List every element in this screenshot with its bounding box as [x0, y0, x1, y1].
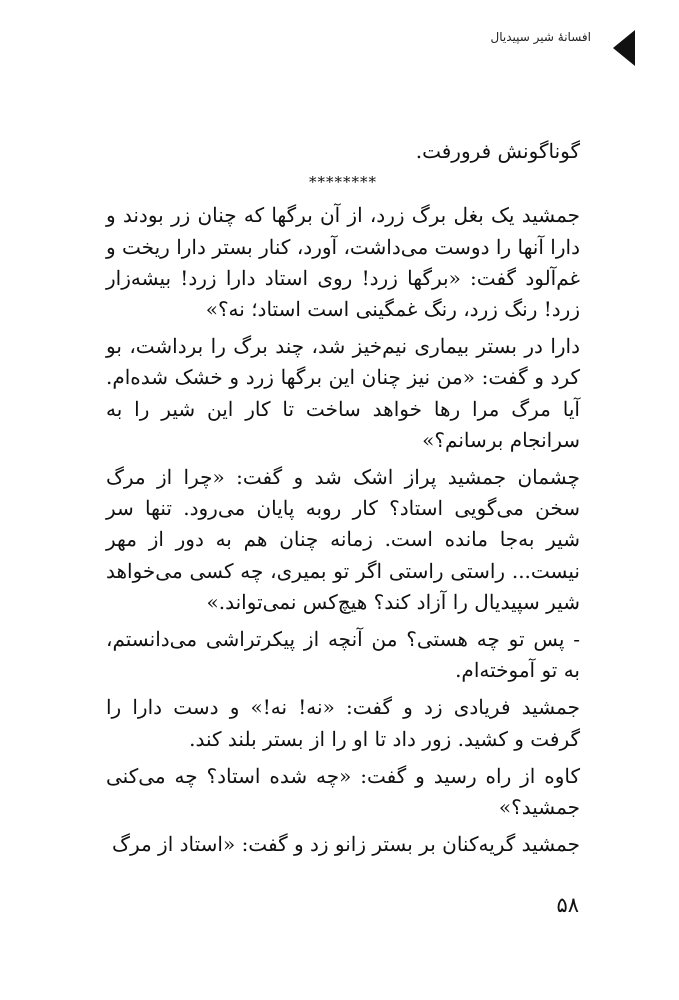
paragraph: جمشید یک بغل برگ زرد، از آن برگها که چنان زر بودند و دارا آنها را دوست می‌داشت، آورد، کنار بستر دارا ریخت و غم‌آلود گفت: «برگها زرد! روی استاد دارا زرد! بیشه‌زار زرد! رنگ زرد، رنگ غمگینی است استاد؛ نه؟» [106, 203, 580, 322]
paragraph: کاوه از راه رسید و گفت: «چه شده استاد؟ چه می‌کنی جمشید؟» [106, 763, 580, 820]
paragraph: - پس تو چه هستی؟ من آنچه از پیکرتراشی می‌دانستم، به تو آموخته‌ام. [106, 627, 580, 683]
section-separator: ******** [309, 173, 377, 192]
page-marker-triangle-icon [613, 30, 635, 66]
paragraph: جمشید گریه‌کنان بر بستر زانو زد و گفت: «استاد از مرگ [112, 832, 580, 857]
paragraph: دارا در بستر بیماری نیم‌خیز شد، چند برگ را برداشت، بو کرد و گفت: «من نیز چنان این برگها زرد و خشک شده‌ام. آیا مرگ مرا رها خواهد ساخت تا کار این شیر را به سرانجام برسانم؟» [106, 334, 581, 452]
opening-line: گوناگونش فرورفت. [415, 139, 580, 163]
page-number: ۵۸ [556, 893, 579, 917]
paragraph: چشمان جمشید پراز اشک شد و گفت: «چرا از مرگ سخن می‌گویی استاد؟ کار روبه پایان می‌رود. تنها سر شیر به‌جا مانده است. زمانه چنان هم به دور از مهر نیست... راستی راستی اگر تو بمیری، چه کسی می‌خواهد شیر سپیدیال را آزاد کند؟ هیچ‌کس نمی‌تواند.» [106, 465, 580, 614]
paragraph: جمشید فریادی زد و گفت: «نه! نه!» و دست دارا را گرفت و کشید. زور داد تا او را از بستر بلند کند. [106, 695, 580, 751]
body-text [106, 136, 580, 860]
running-header: افسانهٔ شیر سپیدیال [490, 30, 591, 44]
